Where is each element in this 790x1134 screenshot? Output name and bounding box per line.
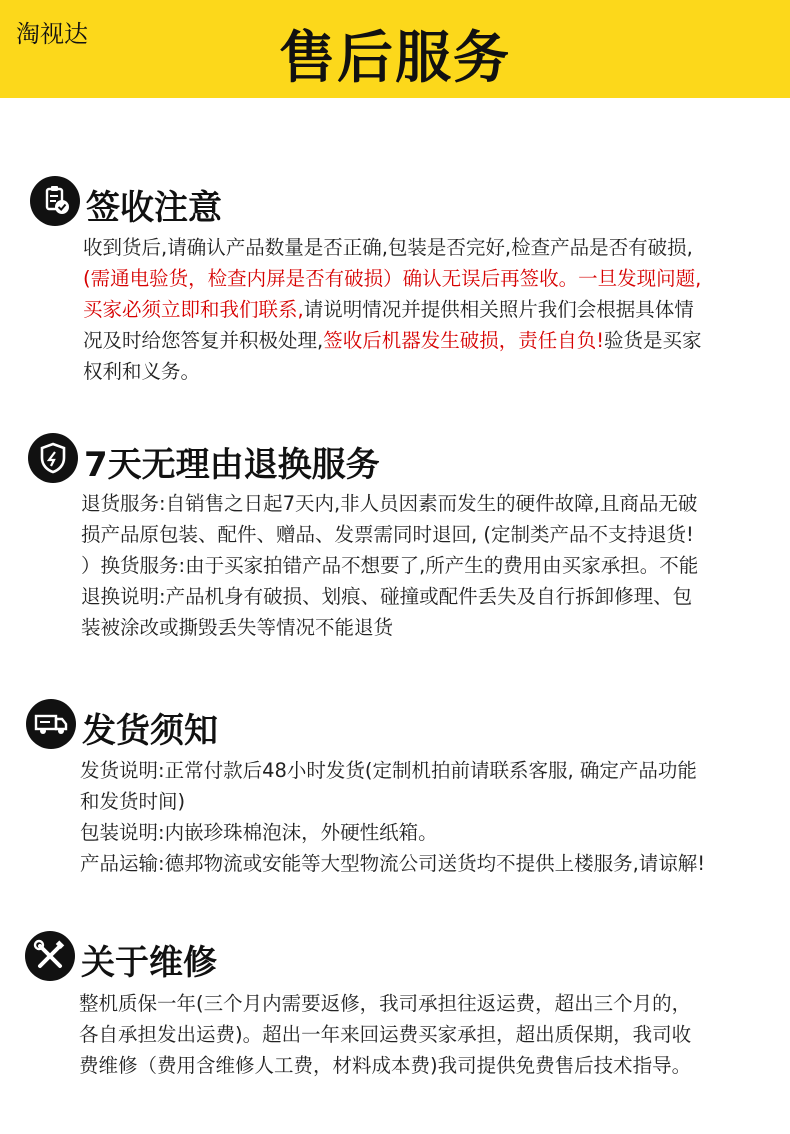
body-text: 费维修（费用含维修人工费，材料成本费)我司提供免费售后技术指导。 xyxy=(79,1054,692,1077)
body-text: 产品运输:德邦物流或安能等大型物流公司送货均不提供上楼服务,请谅解! xyxy=(80,852,706,875)
body-text: 验货是买家 xyxy=(604,329,702,352)
highlight-text: (需通电验货，检查内屏是否有破损）确认无误后再签收。一旦发现问题, xyxy=(83,267,702,290)
text-line xyxy=(80,848,705,879)
body-text: 发货说明:正常付款后48小时发货(定制机拍前请联系客服, 确定产品功能 xyxy=(80,759,697,782)
highlight-text: 买家必须立即和我们联系, xyxy=(83,298,304,321)
text-line xyxy=(80,786,705,817)
text-line xyxy=(80,817,705,848)
body-text: 权利和义务。 xyxy=(83,360,201,383)
body-text: 整机质保一年(三个月内需要返修，我司承担往返运费，超出三个月的， xyxy=(79,992,692,1015)
text-line xyxy=(81,519,698,550)
section-body xyxy=(79,988,691,1081)
body-text: 退换说明:产品机身有破损、划痕、碰撞或配件丢失及自行拆卸修理、包 xyxy=(81,585,693,608)
text-line xyxy=(81,581,698,612)
text-line xyxy=(83,263,702,294)
text-line xyxy=(80,755,705,786)
section-title: 7天无理由退换服务 xyxy=(84,445,380,485)
highlight-text: 签收后机器发生破损，责任自负! xyxy=(323,329,605,352)
text-line xyxy=(79,1050,691,1081)
section-body xyxy=(83,232,702,387)
text-line xyxy=(83,294,702,325)
body-text: 包装说明:内嵌珍珠棉泡沫，外硬性纸箱。 xyxy=(80,821,438,844)
text-line xyxy=(79,1019,691,1050)
section-body xyxy=(80,755,705,879)
body-text: 退货服务:自销售之日起7天内,非人员因素而发生的硬件故障,且商品无破 xyxy=(81,492,698,515)
shield-icon xyxy=(28,433,78,483)
text-line xyxy=(81,550,698,581)
section-body xyxy=(81,488,698,643)
section-title: 关于维修 xyxy=(81,943,217,983)
header-bar xyxy=(0,0,790,98)
section-title: 发货须知 xyxy=(82,711,218,751)
section-header xyxy=(0,699,790,751)
page-title: 售后服务 xyxy=(279,26,511,91)
body-text: 和发货时间) xyxy=(80,790,186,813)
section-title: 签收注意 xyxy=(86,188,222,228)
body-text: 装被涂改或撕毁丢失等情况不能退货 xyxy=(81,616,394,639)
clipboard-check-icon xyxy=(30,176,80,226)
section-header xyxy=(0,433,790,485)
section-header xyxy=(0,931,790,983)
body-text: 各自承担发出运费)。超出一年来回运费买家承担，超出质保期，我司收 xyxy=(79,1023,692,1046)
text-line xyxy=(83,356,702,387)
truck-icon xyxy=(26,699,76,749)
body-text: 请说明情况并提供相关照片我们会根据具体情 xyxy=(303,298,694,321)
body-text: 况及时给您答复并积极处理, xyxy=(83,329,324,352)
body-text: 损产品原包装、配件、赠品、发票需同时退回, (定制类产品不支持退货! xyxy=(81,523,694,546)
text-line xyxy=(81,488,698,519)
body-text: ）换货服务:由于买家拍错产品不想要了,所产生的费用由买家承担。不能 xyxy=(81,554,699,577)
text-line xyxy=(83,325,702,356)
section-header xyxy=(0,176,790,228)
text-line xyxy=(83,232,702,263)
brand-name: 淘视达 xyxy=(16,20,88,48)
text-line xyxy=(79,988,691,1019)
body-text: 收到货后,请确认产品数量是否正确,包装是否完好,检查产品是否有破损, xyxy=(83,236,693,259)
text-line xyxy=(81,612,698,643)
tools-icon xyxy=(25,931,75,981)
